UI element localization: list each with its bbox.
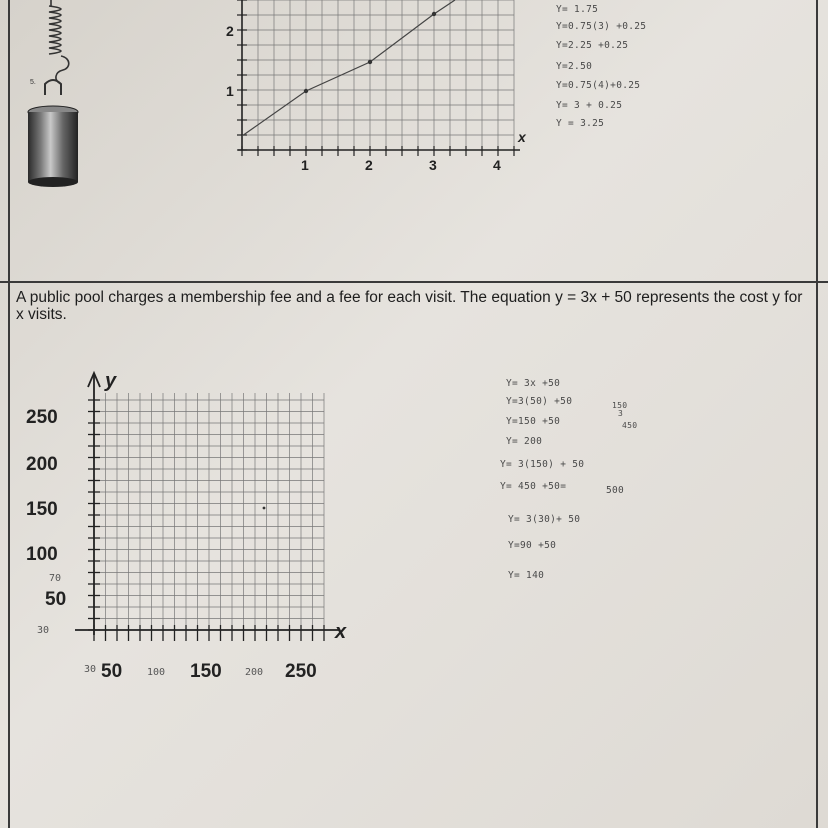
handwritten-line: Y= 3(30)+ 50: [508, 514, 581, 525]
pencil-x-label: 100: [147, 667, 166, 678]
pool-cost-graph: [15, 365, 365, 695]
top-x-tick-3: 3: [429, 157, 437, 173]
pencil-x-label: 30: [84, 664, 97, 675]
handwritten-line: Y=0.75(3) +0.25: [556, 21, 647, 32]
side-scribble: 450: [622, 421, 638, 430]
top-x-axis-letter: x: [518, 129, 526, 145]
handwritten-line: Y= 140: [508, 570, 545, 581]
data-point: [304, 89, 308, 93]
handwritten-line: Y= 450 +50=: [500, 481, 567, 492]
data-point: [368, 60, 372, 64]
x-tick-50: 50: [101, 661, 123, 682]
y-tick-50: 50: [45, 589, 67, 610]
top-y-tick-1: 1: [226, 83, 234, 99]
top-x-tick-1: 1: [301, 157, 309, 173]
handwritten-line: Y=2.25 +0.25: [556, 40, 629, 51]
handwritten-line: Y= 200: [506, 436, 543, 447]
top-graph: [200, 0, 545, 180]
side-scribble: 3: [618, 409, 624, 418]
handwritten-line: Y= 3x +50: [506, 378, 561, 389]
top-x-tick-4: 4: [493, 157, 501, 173]
right-border: [816, 0, 818, 828]
left-border: [8, 0, 10, 828]
handwritten-line: Y=90 +50: [508, 540, 557, 551]
weight-bottom: [28, 177, 78, 187]
top-y-tick-2: 2: [226, 23, 234, 39]
pencil-dot: [263, 507, 266, 510]
spring-coil: [49, 0, 69, 84]
pencil-x-label: 200: [245, 667, 264, 678]
y-tick-100: 100: [26, 544, 58, 565]
handwritten-line: Y=3(50) +50: [506, 396, 573, 407]
section-divider: [0, 281, 828, 283]
handwritten-line: Y= 1.75: [556, 4, 599, 15]
handwritten-line: Y= 3(150) + 50: [500, 459, 585, 470]
pencil-y-label: 70: [49, 573, 62, 584]
top-x-tick-2: 2: [365, 157, 373, 173]
handwritten-line: Y=2.50: [556, 61, 593, 72]
weight-hook: [45, 80, 61, 95]
weight-cylinder: [28, 112, 78, 182]
handwritten-line: Y= 3 + 0.25: [556, 100, 623, 111]
side-scribble: 150: [612, 401, 628, 410]
pencil-y-label: 30: [37, 625, 50, 636]
y-tick-250: 250: [26, 407, 58, 428]
x-tick-150: 150: [190, 661, 222, 682]
spring-weight-illustration: [15, 0, 85, 190]
handwritten-line: Y = 3.25: [556, 118, 605, 129]
x-tick-250: 250: [285, 661, 317, 682]
problem-statement: A public pool charges a membership fee and a fee for each visit. The equation y = 3x + 50 represents the cost y for x visits.: [16, 289, 803, 323]
handwritten-result: 500: [606, 485, 625, 496]
handwritten-line: Y=150 +50: [506, 416, 561, 427]
handwritten-line: Y=0.75(4)+0.25: [556, 80, 641, 91]
x-axis-letter: x: [335, 621, 347, 643]
y-axis-letter: y: [105, 370, 117, 392]
y-tick-150: 150: [26, 499, 58, 520]
problem-number: 5.: [30, 79, 36, 86]
y-tick-200: 200: [26, 454, 58, 475]
data-point: [432, 12, 436, 16]
